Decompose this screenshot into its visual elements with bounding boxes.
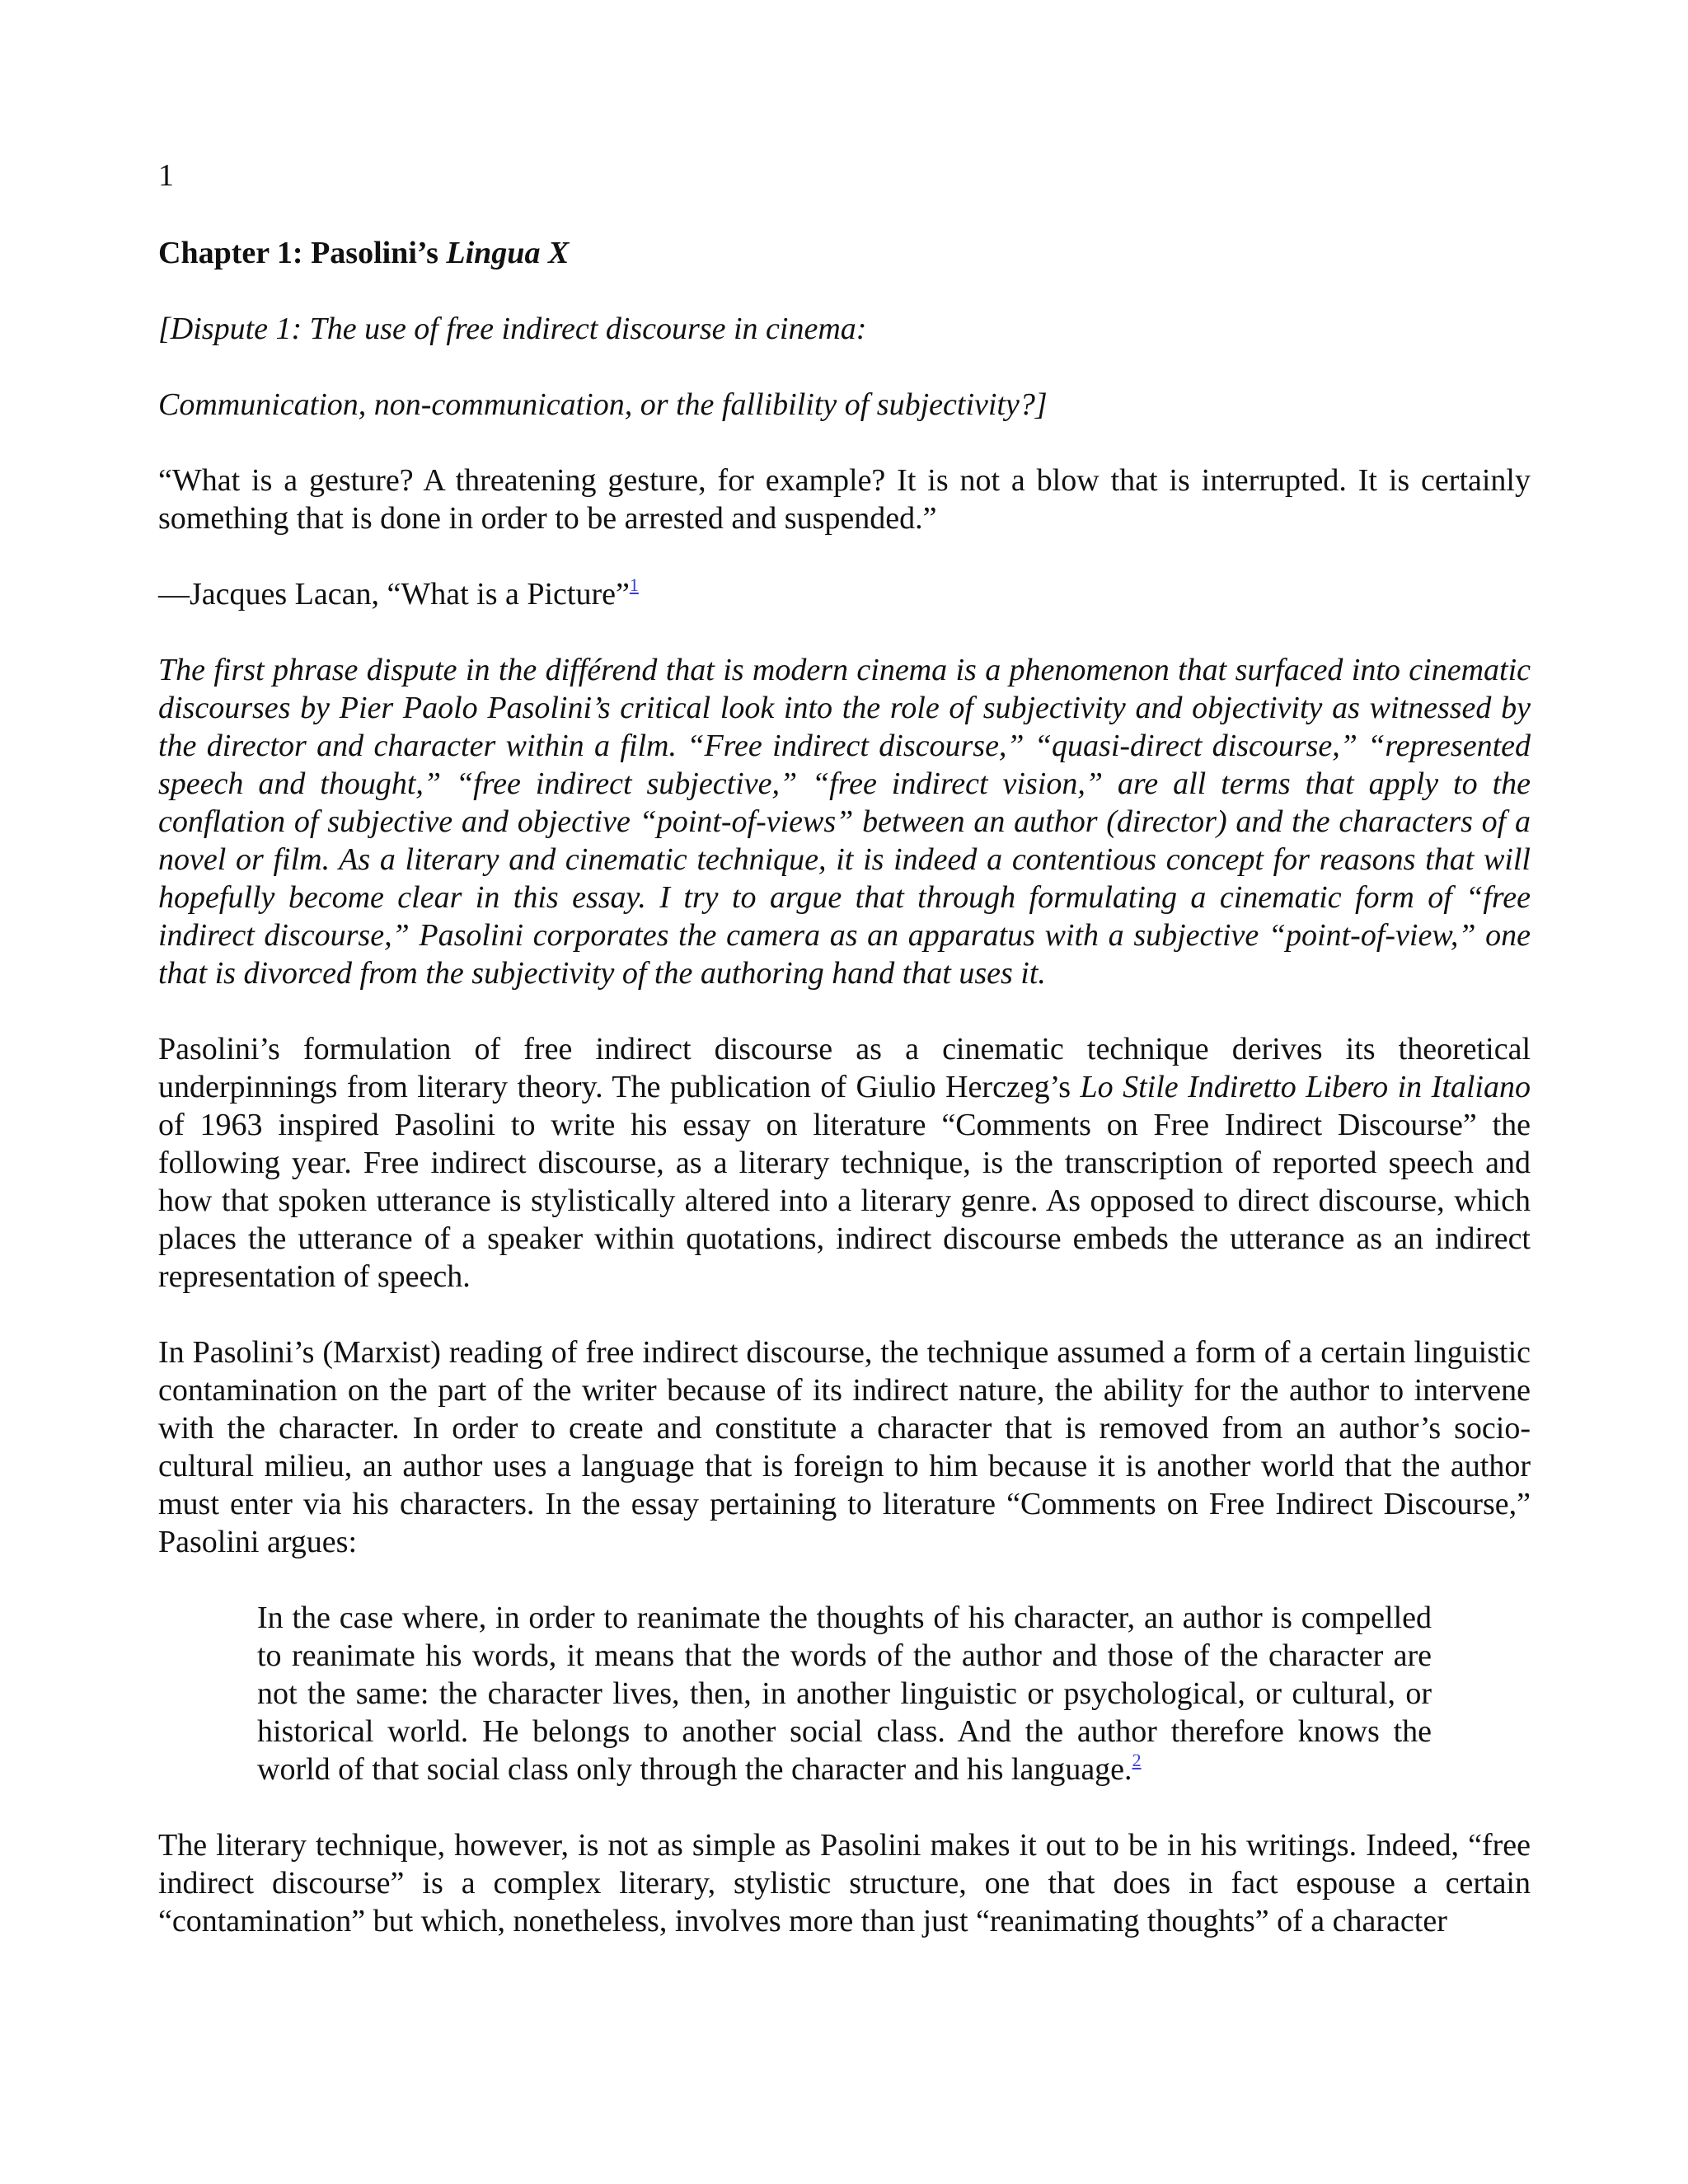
chapter-title-italic: Lingua X: [446, 236, 570, 270]
body-paragraph-literary-technique: The literary technique, however, is not as simple as Pasolini makes it out to be in his writings. Indeed, “free indirect discourse” is a complex literary, stylistic structure, one that does in fact espouse a certain “contamination” but which, nonetheless, involves more than just “reanimating thoughts” of a character: [158, 1828, 1531, 1938]
book-title: Lo Stile Indiretto Libero in Italiano: [1080, 1070, 1531, 1104]
document-page: [158, 157, 1531, 1978]
block-quote-text: In the case where, in order to reanimate the thoughts of his character, an author is compelled to reanimate his words, it means that the words of the author and those of the character are not the same: the character lives, then, in another linguistic or psychological, or cultural, or historical world. He belongs to another social class. And the author therefore knows the world of that social class only through the character and his language.: [257, 1601, 1432, 1787]
page-number: 1: [158, 158, 174, 193]
dispute-heading-line-1: [Dispute 1: The use of free indirect discourse in cinema:: [158, 312, 867, 346]
body-paragraph-marxist-reading: In Pasolini’s (Marxist) reading of free indirect discourse, the technique assumed a form of a certain linguistic contamination on the part of the writer because of its indirect nature, the ability for the author to intervene with the character. In order to create and constitute a character that is removed from an author’s socio-cultural milieu, an author uses a language that is foreign to him because it is another world that the author must enter via his characters. In the essay pertaining to literature “Comments on Free Indirect Discourse,” Pasolini argues:: [158, 1335, 1531, 1559]
chapter-title: [158, 234, 1531, 272]
epigraph-attribution-text: —Jacques Lacan, “What is a Picture”: [158, 577, 630, 612]
dispute-heading-line-2: Communication, non-communication, or the fallibility of subjectivity?]: [158, 387, 1048, 422]
paragraph-text: of 1963 inspired Pasolini to write his essay on literature “Comments on Free Indirect Discourse” the following year. Free indirect discourse, as a literary technique, is the transcription of reported speech and how that spoken utterance is stylistically altered into a literary genre. As opposed to direct discourse, which places the utterance of a speaker within quotations, indirect discourse embeds the utterance as an indirect representation of speech.: [158, 1108, 1531, 1294]
epigraph-attribution: [158, 575, 1531, 613]
body-paragraph-herczeg: [158, 1030, 1531, 1296]
footnote-link-2[interactable]: 2: [1132, 1750, 1142, 1770]
block-quote: [158, 1599, 1531, 1788]
chapter-title-text: Chapter 1: Pasolini’s: [158, 236, 447, 270]
paragraph-text: Pasolini’s formulation of free indirect discourse as a cinematic technique derives its theoretical underpinnings from literary theory. The publication of Giulio Herczeg’s: [158, 1032, 1531, 1104]
intro-paragraph: The first phrase dispute in the différend that is modern cinema is a phenomenon that surfaced into cinematic discourses by Pier Paolo Pasolini’s critical look into the role of subjectivity and objectivity as witnessed by the director and character within a film. “Free indirect discourse,” “quasi-direct discourse,” “represented speech and thought,” “free indirect subjective,” “free indirect vision,” are all terms that apply to the conflation of subjective and objective “point-of-views” between an author (director) and the characters of a novel or film. As a literary and cinematic technique, it is indeed a contentious concept for reasons that will hopefully become clear in this essay. I try to argue that through formulating a cinematic form of “free indirect discourse,” Pasolini corporates the camera as an apparatus with a subjective “point-of-view,” one that is divorced from the subjectivity of the authoring hand that uses it.: [158, 653, 1531, 991]
epigraph-quote: “What is a gesture? A threatening gesture, for example? It is not a blow that is interrupted. It is certainly something that is done in order to be arrested and suspended.”: [158, 463, 1531, 536]
footnote-link-1[interactable]: 1: [629, 574, 639, 595]
